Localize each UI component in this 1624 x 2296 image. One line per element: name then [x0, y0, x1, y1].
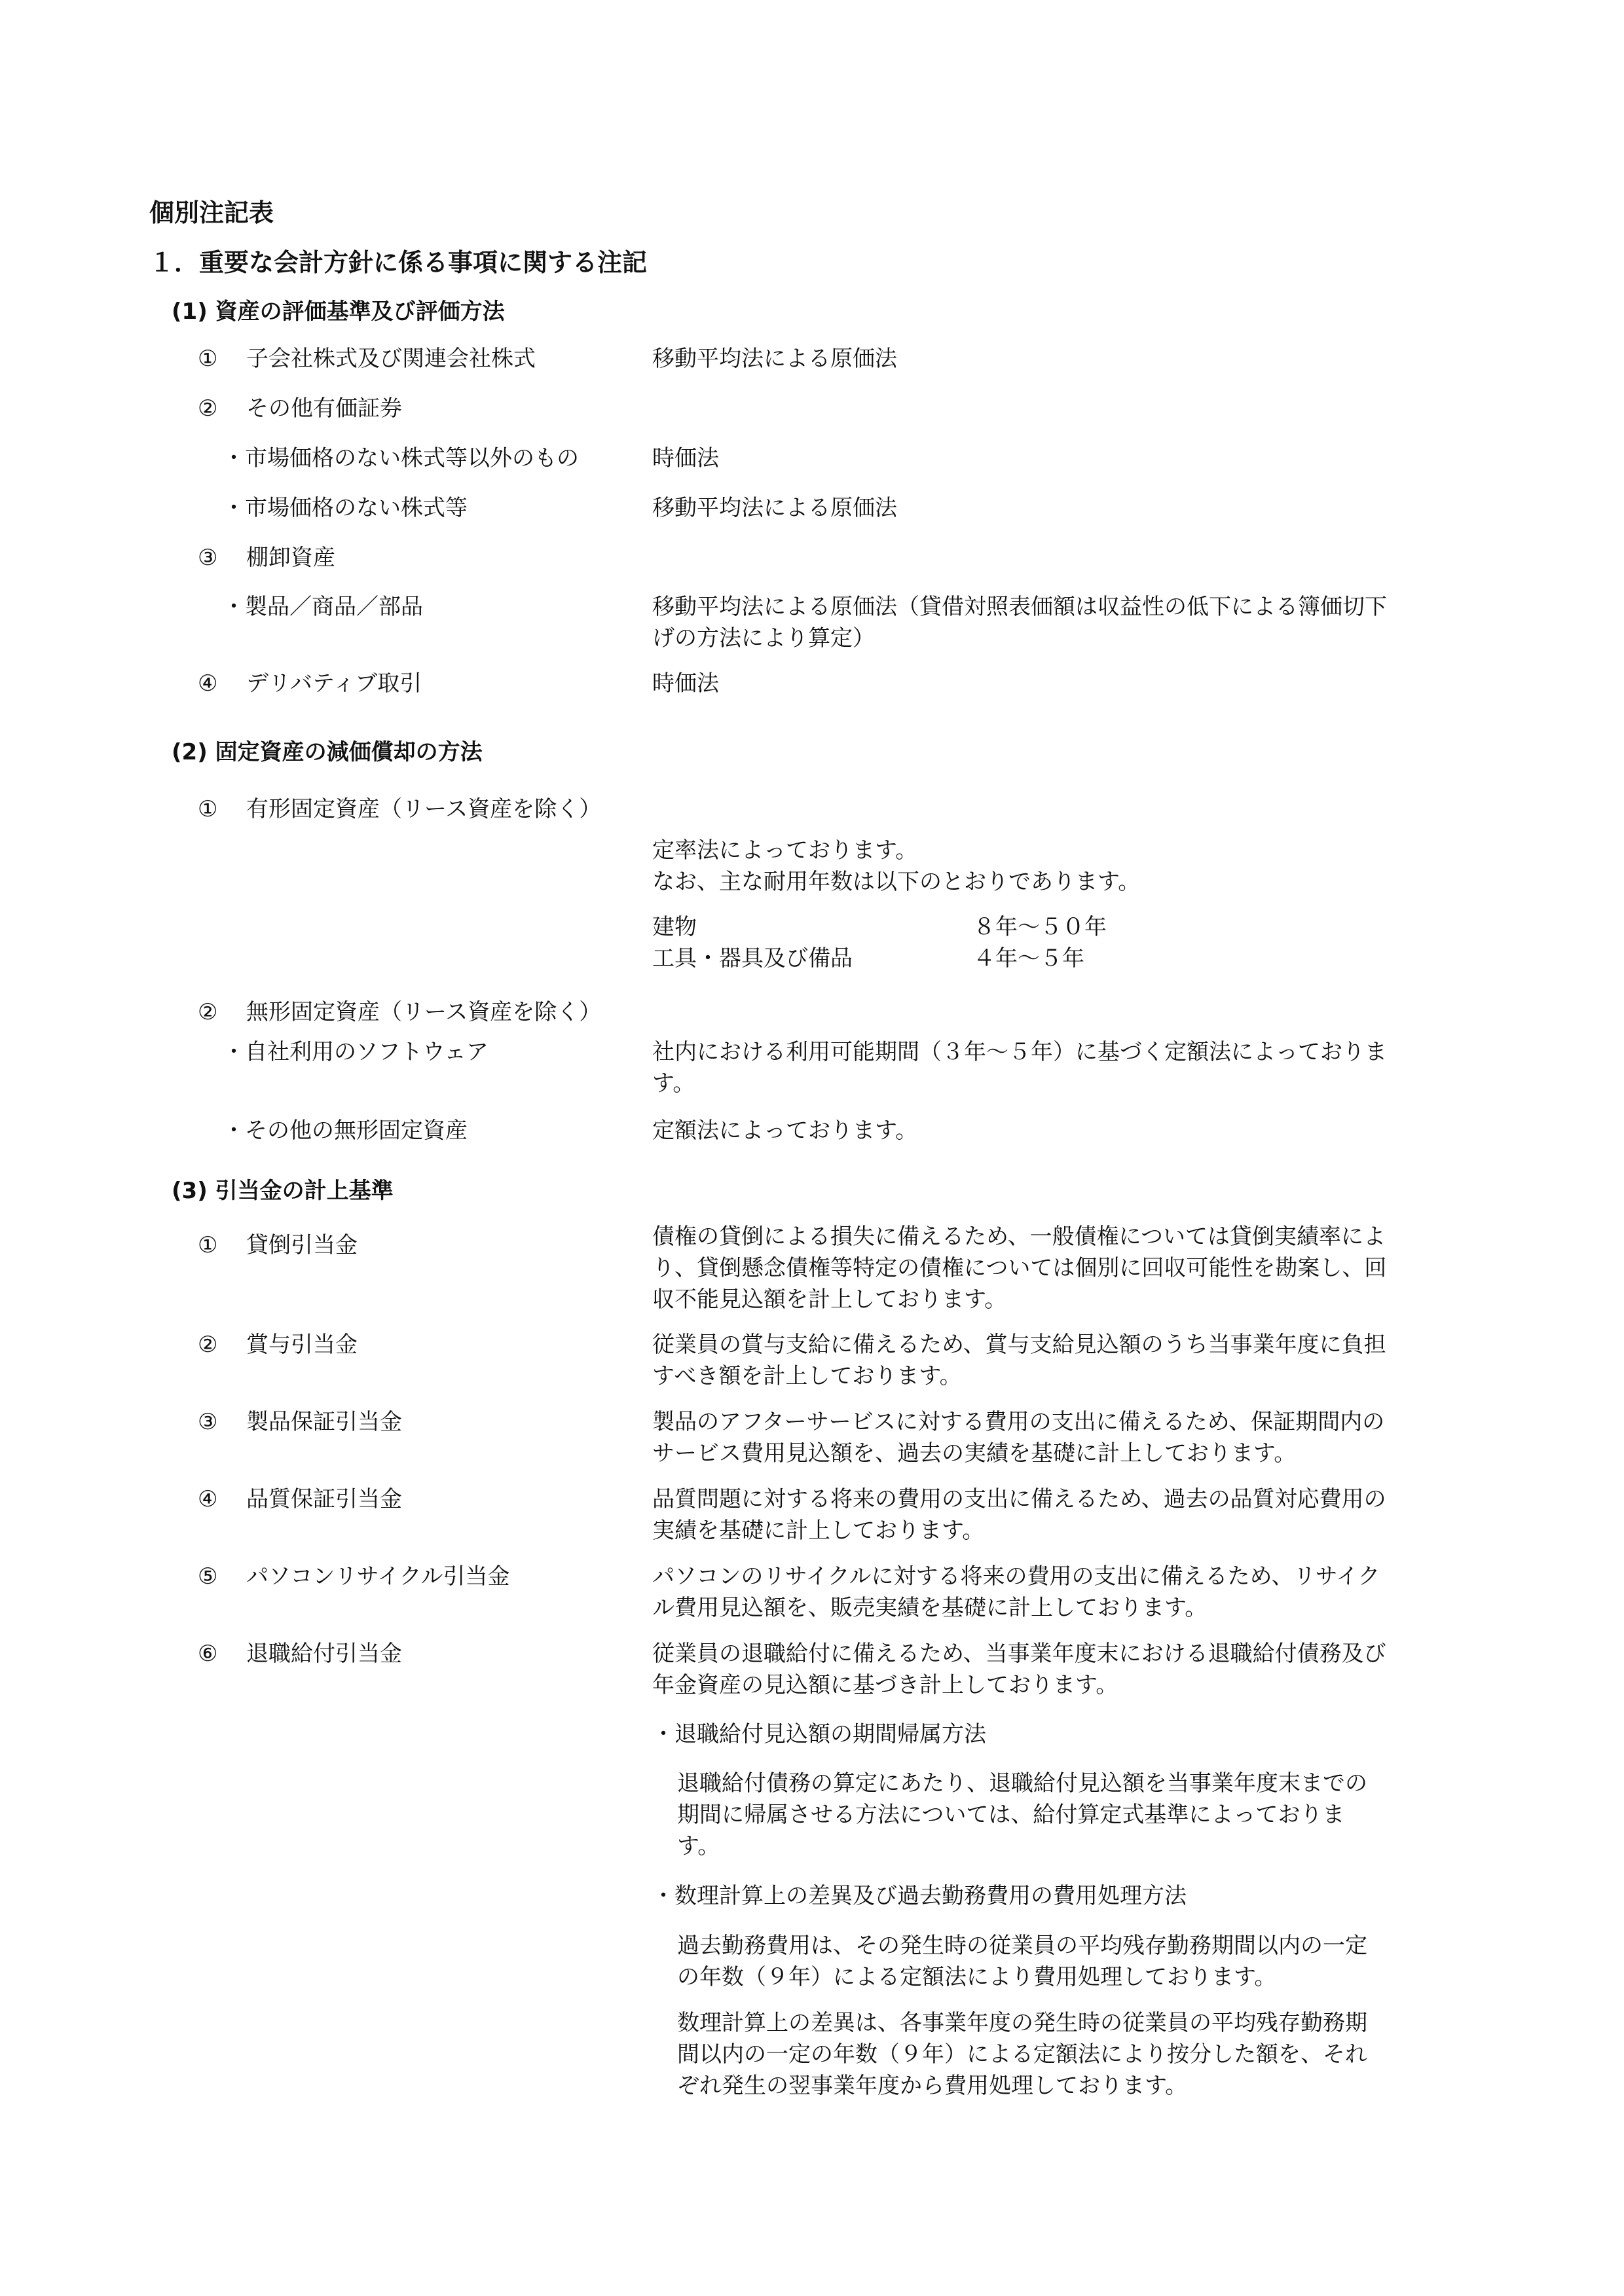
item-value: すべき額を計上しております。	[652, 1363, 962, 1389]
useful-life-years: ８年～５０年	[973, 914, 1107, 940]
item-number: ③	[198, 1409, 218, 1435]
section-title: １．重要な会計方針に係る事項に関する注記	[149, 248, 648, 277]
item-number: ②	[198, 999, 218, 1025]
item-value: 年金資産の見込額に基づき計上しております。	[652, 1672, 1118, 1698]
note-text: の年数（９年）による定額法により費用処理しております。	[677, 1964, 1277, 1990]
item-label: その他有価証券	[246, 395, 402, 422]
item-label: 退職給付引当金	[246, 1641, 402, 1667]
subsection-1-title: (1) 資産の評価基準及び評価方法	[172, 299, 505, 325]
item-number: ⑤	[198, 1563, 218, 1590]
note-text: ぞれ発生の翌事業年度から費用処理しております。	[677, 2073, 1188, 2099]
item-label: 賞与引当金	[246, 1332, 358, 1358]
subsection-3-title: (3) 引当金の計上基準	[172, 1178, 394, 1204]
sub-item-label: ・自社利用のソフトウェア	[223, 1039, 489, 1065]
item-number: ④	[198, 1486, 218, 1512]
document-title: 個別注記表	[149, 198, 274, 227]
item-number: ①	[198, 1232, 218, 1258]
sub-item-label: ・製品／商品／部品	[223, 594, 423, 620]
note-text: す。	[677, 1833, 720, 1859]
note-heading: ・退職給付見込額の期間帰属方法	[652, 1721, 986, 1747]
note-text: 期間に帰属させる方法については、給付算定式基準によっておりま	[677, 1802, 1345, 1828]
item-value: 従業員の退職給付に備えるため、当事業年度末における退職給付債務及び	[652, 1641, 1386, 1667]
item-value: ル費用見込額を、販売実績を基礎に計上しております。	[652, 1595, 1208, 1621]
note-text: 間以内の一定の年数（９年）による定額法により按分した額を、それ	[677, 2041, 1367, 2068]
item-value: 時価法	[652, 670, 719, 697]
item-value: 従業員の賞与支給に備えるため、賞与支給見込額のうち当事業年度に負担	[652, 1332, 1386, 1358]
item-number: ②	[198, 1332, 218, 1358]
note-heading: ・数理計算上の差異及び過去勤務費用の費用処理方法	[652, 1883, 1187, 1909]
item-value: パソコンのリサイクルに対する将来の費用の支出に備えるため、リサイク	[652, 1563, 1380, 1590]
item-value: 債権の貸倒による損失に備えるため、一般債権については貸倒実績率によ	[652, 1224, 1386, 1250]
item-value: 製品のアフターサービスに対する費用の支出に備えるため、保証期間内の	[652, 1409, 1385, 1435]
item-value: 品質問題に対する将来の費用の支出に備えるため、過去の品質対応費用の	[652, 1486, 1386, 1512]
item-label: デリバティブ取引	[246, 670, 422, 697]
item-label: 子会社株式及び関連会社株式	[246, 346, 536, 372]
item-label: 棚卸資産	[246, 545, 335, 571]
item-label: 品質保証引当金	[246, 1486, 402, 1512]
item-label: 貸倒引当金	[246, 1232, 358, 1258]
item-value: 実績を基礎に計上しております。	[652, 1518, 985, 1544]
sub-item-label: ・市場価格のない株式等	[223, 495, 468, 521]
item-label: パソコンリサイクル引当金	[246, 1563, 510, 1590]
item-value: り、貸倒懸念債権等特定の債権については個別に回収可能性を勘案し、回	[652, 1255, 1387, 1281]
useful-life-asset: 建物	[652, 914, 697, 940]
note-text: 退職給付債務の算定にあたり、退職給付見込額を当事業年度末までの	[677, 1770, 1367, 1796]
item-value: 収不能見込額を計上しております。	[652, 1286, 1007, 1313]
item-number: ④	[198, 670, 218, 697]
subsection-2-title: (2) 固定資産の減価償却の方法	[172, 739, 483, 765]
item-value: 移動平均法による原価法	[652, 495, 897, 521]
item-value: なお、主な耐用年数は以下のとおりであります。	[652, 869, 1141, 895]
item-value: 定額法によっております。	[652, 1118, 918, 1144]
item-number: ③	[198, 545, 218, 571]
item-value: サービス費用見込額を、過去の実績を基礎に計上しております。	[652, 1440, 1297, 1467]
item-value: げの方法により算定）	[652, 625, 875, 651]
item-number: ①	[198, 796, 218, 822]
note-text: 数理計算上の差異は、各事業年度の発生時の従業員の平均残存勤務期	[677, 2010, 1367, 2036]
item-number: ①	[198, 346, 218, 372]
item-number: ⑥	[198, 1641, 218, 1667]
item-value: 移動平均法による原価法（貸借対照表価額は収益性の低下による簿価切下	[652, 594, 1387, 620]
item-value: す。	[652, 1070, 695, 1097]
item-label: 無形固定資産（リース資産を除く）	[246, 999, 602, 1025]
useful-life-years: ４年～５年	[973, 945, 1084, 972]
item-value: 時価法	[652, 445, 719, 471]
sub-item-label: ・市場価格のない株式等以外のもの	[223, 445, 579, 471]
item-value: 社内における利用可能期間（３年～５年）に基づく定額法によっておりま	[652, 1039, 1387, 1065]
sub-item-label: ・その他の無形固定資産	[223, 1118, 468, 1144]
item-label: 製品保証引当金	[246, 1409, 402, 1435]
note-text: 過去勤務費用は、その発生時の従業員の平均残存勤務期間以内の一定	[677, 1933, 1367, 1959]
useful-life-asset: 工具・器具及び備品	[652, 945, 853, 972]
item-value: 定率法によっております。	[652, 837, 918, 864]
item-label: 有形固定資産（リース資産を除く）	[246, 796, 602, 822]
item-number: ②	[198, 395, 218, 422]
item-value: 移動平均法による原価法	[652, 346, 897, 372]
